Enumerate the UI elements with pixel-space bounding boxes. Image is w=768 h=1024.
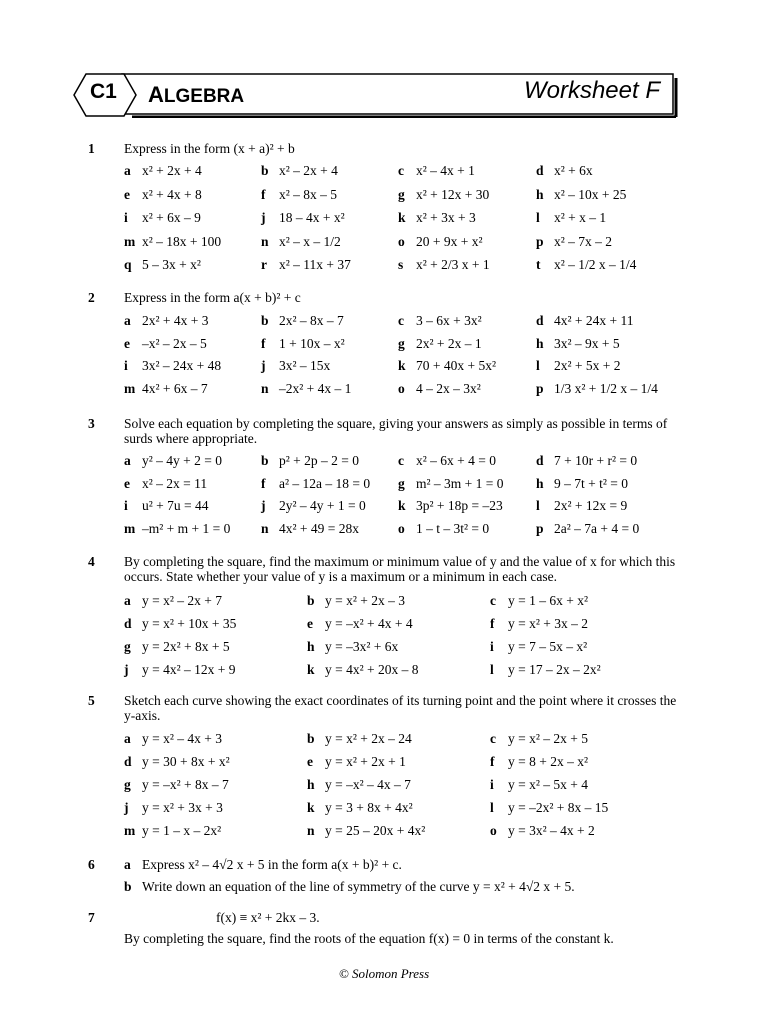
part-label: k	[307, 800, 315, 815]
part-item	[261, 234, 341, 250]
part-expression: 4x² + 6x – 7	[142, 380, 208, 396]
part-expression: x² + 4x + 8	[142, 186, 202, 202]
part-item	[536, 187, 626, 203]
part-item	[124, 616, 236, 632]
question-instruction: By completing the square, find the maximum or minimum value of y and the value of x for which this occurs. State whether your value of y is a maximum or a minimum in each case.	[124, 554, 676, 584]
part-label: c	[490, 731, 496, 746]
part-label: d	[536, 453, 544, 468]
part-label: l	[536, 498, 540, 513]
part-item	[124, 823, 221, 839]
part-label: f	[261, 475, 266, 491]
part-item	[124, 453, 222, 469]
part-expression: x² – 1/2 x – 1/4	[554, 257, 637, 272]
part-label: c	[490, 593, 496, 608]
part-item	[398, 163, 475, 179]
part-item	[261, 163, 338, 179]
question-number: 1	[88, 141, 95, 156]
part-label: n	[261, 380, 269, 396]
question-1-row	[124, 257, 724, 275]
part-expression: 7 + 10r + r² = 0	[554, 453, 638, 468]
part-label: t	[536, 257, 541, 272]
part-item	[398, 358, 496, 374]
part-label: b	[307, 593, 315, 608]
part-item	[536, 163, 593, 179]
part-item	[398, 336, 482, 352]
part-label: c	[398, 453, 404, 468]
part-label: h	[307, 639, 315, 654]
part-expression: x² + 3x + 3	[416, 210, 476, 225]
part-label: e	[124, 475, 130, 491]
part-label: b	[307, 731, 315, 746]
part-item	[490, 593, 588, 609]
part-expression: 2x² + 2x – 1	[416, 335, 482, 351]
subject-initial: A	[148, 82, 164, 107]
part-label: b	[261, 163, 269, 178]
part-item	[490, 662, 601, 678]
part-item	[536, 381, 658, 397]
part-label: n	[261, 233, 269, 249]
part-label: g	[398, 475, 405, 491]
part-expression: x² – 11x + 37	[279, 257, 351, 272]
question-4-row	[124, 639, 724, 657]
part-item	[307, 639, 398, 655]
part-expression: 20 + 9x + x²	[416, 233, 483, 249]
part-item	[490, 616, 588, 632]
question-4-row	[124, 593, 724, 611]
question-3-row	[124, 498, 724, 516]
part-item	[124, 381, 208, 397]
subject-title	[148, 82, 244, 108]
question-1-row	[124, 234, 724, 252]
part-expression: 2a² – 7a + 4 = 0	[554, 520, 640, 536]
part-label: e	[307, 754, 313, 769]
part-expression: y = x² + 2x – 3	[325, 593, 406, 608]
part-label: b	[261, 453, 269, 468]
question-instruction: Solve each equation by completing the square, giving your answers as simply as possible in terms of surds where appropriate.	[124, 416, 668, 446]
part-item	[124, 336, 207, 352]
part-expression: y = 1 – 6x + x²	[508, 593, 589, 608]
part-label: h	[307, 777, 315, 792]
part-item	[261, 358, 330, 374]
part-text: Express x² – 4√2 x + 5 in the form a(x + b)² + c.	[142, 857, 402, 872]
part-item	[398, 453, 496, 469]
worksheet-title: Worksheet F	[523, 77, 660, 104]
part-label: h	[536, 186, 544, 202]
part-expression: 2x² + 5x + 2	[554, 358, 621, 373]
worksheet-header	[72, 72, 678, 118]
question-3-row	[124, 521, 724, 539]
question-5-row	[124, 823, 724, 841]
part-item	[124, 593, 222, 609]
part-item	[398, 381, 481, 397]
footer-copyright: © Solomon Press	[338, 966, 430, 981]
part-label: d	[536, 313, 544, 328]
part-item	[124, 777, 229, 793]
part-item	[124, 313, 209, 329]
part-expression: u² + 7u = 44	[142, 498, 209, 513]
part-label: b	[124, 879, 132, 894]
question-number: 7	[88, 910, 95, 925]
question-number: 5	[88, 693, 95, 708]
part-expression: 70 + 40x + 5x²	[416, 358, 497, 373]
part-item	[124, 521, 230, 537]
part-item	[490, 823, 595, 839]
question-3-row	[124, 453, 724, 471]
part-expression: 1 + 10x – x²	[279, 335, 345, 351]
part-item	[398, 521, 489, 537]
part-item	[307, 616, 413, 632]
part-item	[398, 257, 490, 273]
part-label: i	[490, 777, 494, 792]
part-text: Write down an equation of the line of symmetry of the curve y = x² + 4√2 x + 5.	[142, 879, 575, 894]
part-expression: y = 8 + 2x – x²	[508, 754, 589, 769]
question-5-row	[124, 754, 724, 772]
question-1-row	[124, 187, 724, 205]
question-2-row	[124, 381, 724, 399]
part-expression: y = 1 – x – 2x²	[142, 823, 222, 838]
part-expression: x² – 2x + 4	[279, 163, 338, 178]
part-expression: x² – x – 1/2	[279, 233, 341, 249]
part-label: p	[536, 233, 544, 249]
part-expression: x² – 18x + 100	[142, 233, 222, 249]
part-label: o	[398, 520, 405, 536]
part-item	[124, 754, 230, 770]
part-expression: 2x² + 12x = 9	[554, 498, 628, 513]
part-label: o	[398, 233, 405, 249]
part-expression: 3p² + 18p = –23	[416, 498, 503, 513]
question-6-part-b	[124, 879, 684, 897]
part-expression: x² – 7x – 2	[554, 233, 613, 249]
part-expression: y = x² – 2x + 7	[142, 593, 223, 608]
part-item	[124, 639, 230, 655]
part-item	[307, 777, 411, 793]
part-item	[536, 313, 634, 329]
part-item	[261, 498, 366, 514]
part-item	[490, 639, 587, 655]
part-expression: x² – 10x + 25	[554, 186, 627, 202]
part-label: m	[124, 823, 136, 838]
part-expression: 18 – 4x + x²	[279, 210, 345, 225]
part-item	[261, 476, 370, 492]
part-label: m	[124, 233, 136, 249]
part-expression: y = 30 + 8x + x²	[142, 754, 230, 769]
part-label: n	[307, 823, 315, 838]
part-label: d	[536, 163, 544, 178]
question-instruction: By completing the square, find the roots of the equation f(x) = 0 in terms of the constant k.	[124, 931, 614, 946]
part-label: q	[124, 257, 132, 272]
part-expression: x² + 2/3 x + 1	[416, 257, 490, 272]
question-number: 4	[88, 554, 95, 569]
part-expression: y = x² + 3x + 3	[142, 800, 223, 815]
part-label: a	[124, 731, 131, 746]
part-item	[261, 187, 337, 203]
question-number: 2	[88, 290, 95, 305]
part-expression: a² – 12a – 18 = 0	[279, 475, 371, 491]
part-label: k	[398, 498, 406, 513]
part-expression: x² + x – 1	[554, 210, 607, 225]
part-item	[490, 800, 608, 816]
part-item	[536, 234, 612, 250]
question-5-row	[124, 800, 724, 818]
part-expression: –x² – 2x – 5	[142, 335, 207, 351]
part-label: l	[536, 210, 540, 225]
part-label: f	[490, 616, 495, 631]
part-label: k	[398, 210, 406, 225]
part-label: j	[261, 358, 266, 373]
question-number: 3	[88, 416, 95, 431]
part-item	[307, 662, 419, 678]
part-item	[124, 662, 236, 678]
part-expression: 4 – 2x – 3x²	[416, 380, 481, 396]
question-2-row	[124, 313, 724, 331]
part-label: n	[261, 520, 269, 536]
part-item	[124, 731, 222, 747]
part-item	[536, 498, 627, 514]
question-5-row	[124, 731, 724, 749]
part-label: f	[261, 186, 266, 202]
part-label: g	[398, 335, 405, 351]
part-expression: y = 4x² + 20x – 8	[325, 662, 419, 677]
part-label: r	[261, 257, 267, 272]
question-1-row	[124, 210, 724, 228]
part-item	[490, 731, 588, 747]
part-expression: y = –3x² + 6x	[325, 639, 399, 654]
part-expression: p² + 2p – 2 = 0	[279, 453, 360, 468]
part-item	[261, 210, 345, 226]
part-expression: 1 – t – 3t² = 0	[416, 520, 490, 536]
part-expression: y = 7 – 5x – x²	[508, 639, 588, 654]
part-expression: y = x² + 3x – 2	[508, 616, 589, 631]
part-label: i	[490, 639, 494, 654]
part-item	[261, 381, 351, 397]
part-label: e	[307, 616, 313, 631]
part-label: g	[398, 186, 405, 202]
part-expression: 9 – 7t + t² = 0	[554, 475, 629, 491]
part-expression: 3x² – 15x	[279, 358, 331, 373]
part-label: a	[124, 453, 131, 468]
part-item	[536, 257, 636, 273]
part-label: d	[124, 616, 132, 631]
part-label: b	[261, 313, 269, 328]
part-label: h	[536, 335, 544, 351]
part-item	[124, 800, 223, 816]
part-label: g	[124, 639, 131, 654]
part-item	[124, 498, 209, 514]
part-expression: x² – 6x + 4 = 0	[416, 453, 497, 468]
part-expression: 2x² – 8x – 7	[279, 313, 344, 328]
part-expression: 4x² + 24x + 11	[554, 313, 634, 328]
part-expression: x² – 4x + 1	[416, 163, 475, 178]
part-item	[307, 800, 413, 816]
question-6-part-a	[124, 857, 684, 875]
question-instruction: Express in the form (x + a)² + b	[124, 141, 295, 156]
part-item	[398, 313, 482, 329]
part-expression: y = –x² + 8x – 7	[142, 777, 229, 792]
part-expression: x² + 2x + 4	[142, 163, 202, 178]
part-label: c	[398, 313, 404, 328]
part-item	[124, 358, 221, 374]
part-item	[536, 210, 606, 226]
part-expression: 2x² + 4x + 3	[142, 313, 209, 328]
part-label: l	[536, 358, 540, 373]
question-1-row	[124, 163, 724, 181]
question-instruction: Express in the form a(x + b)² + c	[124, 290, 301, 305]
part-label: m	[124, 380, 136, 396]
part-item	[490, 777, 588, 793]
part-label: k	[307, 662, 315, 677]
part-label: j	[124, 662, 129, 677]
part-expression: y = 25 – 20x + 4x²	[325, 823, 426, 838]
part-item	[261, 521, 359, 537]
part-item	[124, 257, 201, 273]
part-item	[124, 187, 202, 203]
part-label: i	[124, 358, 128, 373]
part-item	[398, 234, 483, 250]
part-item	[307, 823, 425, 839]
part-expression: y = –x² – 4x – 7	[325, 777, 411, 792]
part-expression: m² – 3m + 1 = 0	[416, 475, 504, 491]
part-label: p	[536, 380, 544, 396]
part-label: a	[124, 857, 131, 872]
part-label: d	[124, 754, 132, 769]
part-expression: y = 2x² + 8x + 5	[142, 639, 230, 654]
course-badge: C1	[90, 80, 117, 103]
part-expression: 3x² – 24x + 48	[142, 358, 222, 373]
part-item	[307, 593, 405, 609]
part-label: f	[490, 754, 495, 769]
part-label: h	[536, 475, 544, 491]
part-item	[536, 358, 621, 374]
part-label: e	[124, 335, 130, 351]
part-expression: y² – 4y + 2 = 0	[142, 453, 223, 468]
part-item	[536, 476, 628, 492]
part-expression: y = 3 + 8x + 4x²	[325, 800, 413, 815]
part-expression: 4x² + 49 = 28x	[279, 520, 360, 536]
part-label: l	[490, 662, 494, 677]
part-label: j	[261, 498, 266, 513]
part-expression: y = x² + 2x + 1	[325, 754, 406, 769]
part-item	[398, 476, 504, 492]
part-expression: 3 – 6x + 3x²	[416, 313, 482, 328]
part-label: f	[261, 335, 266, 351]
part-label: o	[398, 380, 405, 396]
part-label: j	[261, 210, 266, 225]
part-item	[398, 187, 489, 203]
question-5-row	[124, 777, 724, 795]
subject-rest: LGEBRA	[163, 86, 245, 107]
question-4-row	[124, 616, 724, 634]
part-label: k	[398, 358, 406, 373]
part-item	[307, 731, 412, 747]
part-expression: y = 3x² – 4x + 2	[508, 823, 595, 838]
part-item	[261, 336, 345, 352]
part-label: a	[124, 163, 131, 178]
part-item	[261, 257, 351, 273]
part-expression: y = x² – 4x + 3	[142, 731, 223, 746]
part-expression: x² + 6x	[554, 163, 593, 178]
part-label: o	[490, 823, 497, 838]
part-expression: 1/3 x² + 1/2 x – 1/4	[554, 380, 658, 396]
part-item	[124, 163, 202, 179]
part-label: s	[398, 257, 404, 272]
part-item	[490, 754, 588, 770]
part-label: i	[124, 210, 128, 225]
question-2-row	[124, 358, 724, 376]
part-item	[398, 210, 476, 226]
function-definition: f(x) ≡ x² + 2kx – 3.	[216, 910, 320, 925]
part-item	[261, 313, 344, 329]
part-label: a	[124, 593, 131, 608]
part-expression: y = 4x² – 12x + 9	[142, 662, 236, 677]
part-expression: 3x² – 9x + 5	[554, 335, 620, 351]
part-expression: x² – 2x = 11	[142, 475, 208, 491]
part-expression: y = x² – 2x + 5	[508, 731, 589, 746]
part-expression: x² + 12x + 30	[416, 186, 490, 202]
part-label: g	[124, 777, 131, 792]
question-4-row	[124, 662, 724, 680]
part-label: c	[398, 163, 404, 178]
part-expression: –2x² + 4x – 1	[279, 380, 352, 396]
part-expression: x² – 8x – 5	[279, 186, 338, 202]
part-label: j	[124, 800, 129, 815]
question-3-row	[124, 476, 724, 494]
part-label: i	[124, 498, 128, 513]
part-item	[124, 476, 207, 492]
part-item	[261, 453, 359, 469]
question-number: 6	[88, 857, 95, 872]
part-label: m	[124, 520, 136, 536]
part-label: l	[490, 800, 494, 815]
part-expression: 5 – 3x + x²	[142, 257, 201, 272]
part-item	[398, 498, 503, 514]
part-expression: x² + 6x – 9	[142, 210, 201, 225]
part-expression: y = x² – 5x + 4	[508, 777, 589, 792]
part-item	[536, 521, 639, 537]
part-expression: 2y² – 4y + 1 = 0	[279, 498, 366, 513]
part-expression: y = –x² + 4x + 4	[325, 616, 413, 631]
part-expression: y = –2x² + 8x – 15	[508, 800, 609, 815]
part-item	[124, 210, 201, 226]
part-item	[536, 453, 637, 469]
part-expression: y = x² + 2x – 24	[325, 731, 412, 746]
part-label: a	[124, 313, 131, 328]
part-item	[536, 336, 620, 352]
part-expression: –m² + m + 1 = 0	[142, 520, 231, 536]
part-expression: y = 17 – 2x – 2x²	[508, 662, 601, 677]
part-item	[307, 754, 406, 770]
part-item	[124, 234, 221, 250]
part-label: e	[124, 186, 130, 202]
part-label: p	[536, 520, 544, 536]
part-expression: y = x² + 10x + 35	[142, 616, 237, 631]
question-2-row	[124, 336, 724, 354]
question-instruction: Sketch each curve showing the exact coordinates of its turning point and the point where it crosses the y-axis.	[124, 693, 677, 723]
